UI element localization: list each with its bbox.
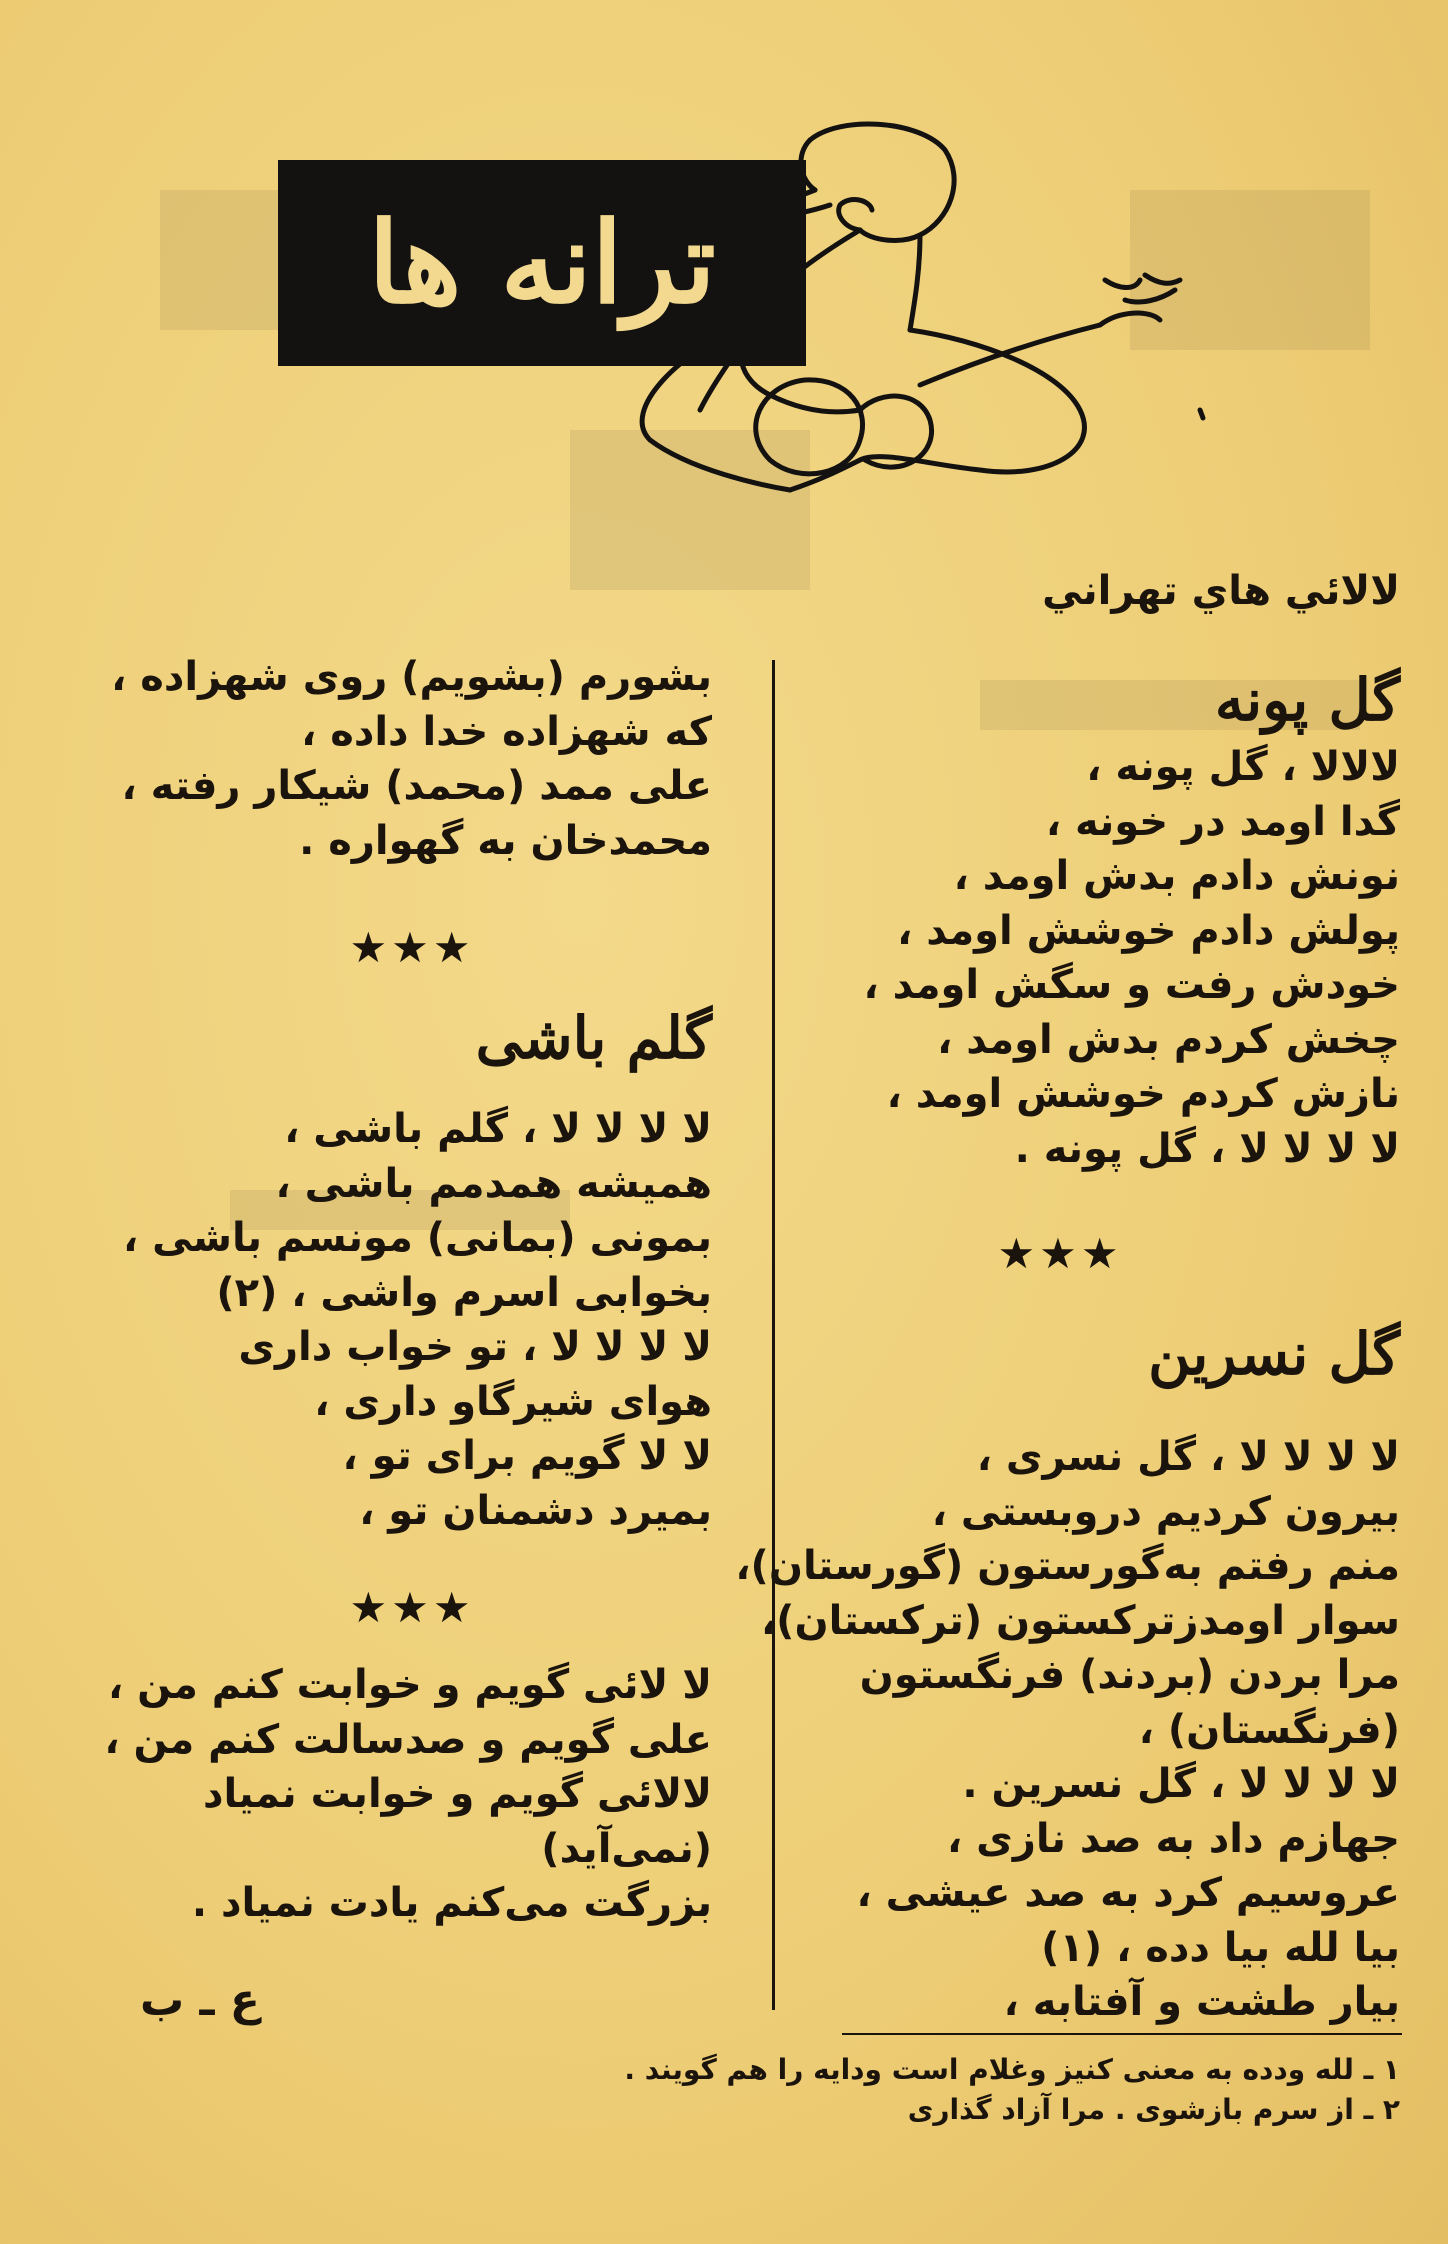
poem-line: عروسیم کرد به صد عیشی ، (856, 1870, 1400, 1916)
page-title: ترانه ها (368, 197, 716, 329)
poem-line: بیار طشت و آفتابه ، (1003, 1979, 1400, 2025)
section-separator-stars: ★★★ (349, 1583, 475, 1632)
poem-title-golam-bashi: گلم باشی (475, 1004, 712, 1072)
poem-line: محمدخان به گهواره . (299, 817, 712, 864)
poem-line: لا لائی گویم و خوابت کنم من ، (107, 1662, 712, 1708)
poem-line: بزرگت می‌کنم یادت نمیاد . (191, 1880, 712, 1926)
poem-line: منم رفتم به‌گورستون (گورستان)، (735, 1543, 1400, 1589)
poem-line: لا لا لا لا ، گل نسری ، (976, 1434, 1400, 1480)
poem-title-gol-nasrin: گل نسرین (1148, 1320, 1400, 1388)
poem-line: لا لا لا لا ، گل پونه . (1014, 1125, 1400, 1172)
footnotes (624, 2050, 1400, 2130)
poem-line: بمیرد دشمنان تو ، (359, 1487, 712, 1534)
poem-line: بخوابی اسرم واشی ، (۲) (216, 1269, 712, 1316)
poem-line: (نمی‌آید) (541, 1825, 712, 1872)
poem-line: گدا اومد در خونه ، (1045, 798, 1400, 845)
bleed-through-shape (160, 190, 280, 330)
section-separator-stars: ★★★ (997, 1229, 1123, 1278)
footnote: ۱ ـ لله ودده به معنی کنیز وغلام است ودایه را هم گویند . (624, 2053, 1400, 2086)
poem-line: چخش کردم بدش اومد ، (937, 1016, 1400, 1063)
poem-line: که شهزاده خدا داده ، (301, 708, 712, 755)
poem-line: لالائی گویم و خوابت نمیاد (202, 1771, 712, 1817)
poem-line: (فرنگستان) ، (1138, 1706, 1400, 1753)
poem-line: لا لا لا لا ، گلم باشی ، (284, 1106, 712, 1152)
poem-line: بشورم (بشویم) روی شهزاده ، (111, 654, 712, 700)
poem-line: بمونی (بمانی) مونسم باشی ، (123, 1215, 712, 1261)
left-column (104, 650, 712, 1931)
poem-line: سوار اومدزترکستون (ترکستان)، (760, 1597, 1400, 1644)
poem-line: پولش دادم خوشش اومد ، (897, 907, 1400, 954)
poem-title-gol-pooneh: گل پونه (1214, 666, 1400, 734)
poem-line: خودش رفت و سگش اومد ، (863, 962, 1400, 1008)
poem-line: جهازم داد به صد نازی ، (947, 1815, 1400, 1862)
poem-line: لا لا لا لا ، گل نسرین . (962, 1761, 1400, 1807)
poem-line: همیشه همدمم باشی ، (275, 1160, 712, 1207)
musician-illustration (560, 110, 1210, 560)
poem-line: علی ممد (محمد) شیکار رفته ، (121, 763, 712, 809)
footnote: ۲ ـ از سرم بازشوی . مرا آزاد گذاری (907, 2093, 1400, 2126)
poem-line: نونش دادم بدش اومد ، (953, 853, 1400, 899)
poem-line: بیرون کردیم دروبستی ، (931, 1488, 1400, 1535)
poem-line: مرا بردن (بردند) فرنگستون (859, 1652, 1400, 1698)
poem-line: بیا لله بیا دده ، (۱) (1041, 1924, 1400, 1971)
poem-line: هوای شیرگاو داری ، (314, 1378, 712, 1425)
page-reference: ع ـ ب (140, 1975, 260, 2026)
poem-line: لا لا لا لا ، تو خواب داری (238, 1324, 712, 1370)
poem-line: لا لا گویم برای تو ، (342, 1433, 712, 1479)
poem-line: لالالا ، گل پونه ، (1086, 744, 1400, 790)
poem-line: نازش کردم خوشش اومد ، (886, 1071, 1400, 1117)
footnote-rule (842, 2033, 1402, 2035)
section-separator-stars: ★★★ (349, 923, 475, 972)
poem-line: علی گویم و صدسالت کنم من ، (104, 1716, 712, 1763)
right-column (720, 660, 1400, 2030)
section-subtitle: لالائي هاي تهراني (1042, 568, 1400, 614)
